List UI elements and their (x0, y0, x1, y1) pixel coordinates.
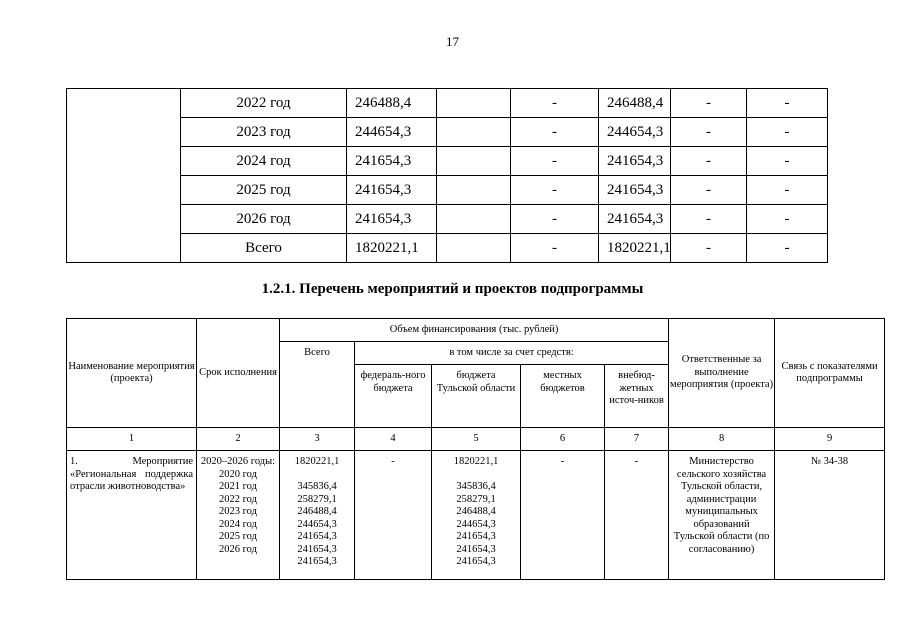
total-cell: 241654,3 (347, 176, 437, 205)
dash-cell: - (747, 89, 828, 118)
year-item: 2025 год (219, 531, 257, 542)
empty-cell (437, 205, 511, 234)
activity-name: 1. Мероприятие «Региональная поддержка отрасли животноводства» (67, 451, 197, 580)
header-federal: федераль-ного бюджета (355, 365, 432, 428)
dash-cell: - (511, 147, 599, 176)
activity-total (280, 451, 355, 580)
total-cell: 1820221,1 (347, 234, 437, 263)
total-cell: 246488,4 (347, 89, 437, 118)
empty-cell (437, 147, 511, 176)
regional-year-value: 345836,4 (456, 481, 496, 492)
total-year-value: 241654,3 (297, 543, 337, 555)
total-year-value: 241654,3 (297, 556, 337, 567)
dash-cell: - (747, 234, 828, 263)
header-regional: бюджета Тульской области (432, 365, 521, 428)
empty-cell (437, 234, 511, 263)
regional-year-value: 241654,3 (456, 543, 496, 555)
regional-cell: 241654,3 (599, 205, 671, 234)
dash-cell: - (511, 89, 599, 118)
column-number: 7 (605, 428, 669, 451)
year-cell: 2026 год (181, 205, 347, 234)
header-responsible: Ответственные за выполнение мероприятия (проекта) (669, 319, 775, 428)
column-number: 1 (67, 428, 197, 451)
total-year-value: 246488,4 (297, 506, 337, 517)
year-row (67, 234, 828, 263)
empty-cell (437, 89, 511, 118)
regional-sum: 1820221,1 (453, 456, 499, 467)
year-cell: 2024 год (181, 147, 347, 176)
section-heading: 1.2.1. Перечень мероприятий и проектов подпрограммы (261, 281, 644, 297)
year-row (67, 205, 828, 234)
header-link: Связь с показателями подпрограммы (775, 319, 885, 428)
dash-cell: - (671, 234, 747, 263)
year-cell: 2023 год (181, 118, 347, 147)
regional-year-value: 244654,3 (456, 518, 496, 530)
year-item: 2023 год (219, 506, 257, 517)
year-cell: 2022 год (181, 89, 347, 118)
year-cell: 2025 год (181, 176, 347, 205)
year-item: 2020 год (219, 468, 257, 480)
activity-term (197, 451, 280, 580)
dash-cell: - (511, 205, 599, 234)
column-number: 4 (355, 428, 432, 451)
header-extrabudget: внебюд-жетных источ-ников (605, 365, 669, 428)
total-year-value: 345836,4 (297, 481, 337, 492)
dash-cell: - (671, 147, 747, 176)
dash-cell: - (511, 118, 599, 147)
header-term: Срок исполнения (197, 319, 280, 428)
total-year-value: 244654,3 (297, 518, 337, 530)
total-sum: 1820221,1 (294, 456, 340, 467)
regional-cell: 246488,4 (599, 89, 671, 118)
dash-cell: - (671, 118, 747, 147)
total-year-value: 241654,3 (297, 531, 337, 542)
year-row (67, 147, 828, 176)
term-period: 2020–2026 годы: (200, 456, 276, 467)
dash-cell: - (511, 176, 599, 205)
column-number: 6 (521, 428, 605, 451)
dash-cell: - (671, 176, 747, 205)
total-year-value: 258279,1 (297, 493, 337, 505)
year-item: 2026 год (219, 543, 257, 555)
activity-federal: - (355, 451, 432, 580)
year-row (67, 176, 828, 205)
regional-year-value: 241654,3 (456, 531, 496, 542)
activity-extrabudget: - (605, 451, 669, 580)
regional-cell: 1820221,1 (599, 234, 671, 263)
regional-year-value: 241654,3 (456, 556, 496, 567)
activity-responsible: Министерство сельского хозяйства Тульской области, администрации муниципальных образований Тульской области (по согласованию) (669, 451, 775, 580)
page-number: 17 (446, 34, 459, 49)
empty-cell (437, 118, 511, 147)
regional-year-value: 246488,4 (456, 506, 496, 517)
header-funding-volume: Объем финансирования (тыс. рублей) (280, 319, 669, 342)
total-cell: 241654,3 (347, 205, 437, 234)
column-number: 8 (669, 428, 775, 451)
regional-cell: 241654,3 (599, 147, 671, 176)
activity-local: - (521, 451, 605, 580)
dash-cell: - (671, 205, 747, 234)
funding-by-year-table (66, 88, 828, 263)
header-total: Всего (280, 342, 355, 428)
year-item: 2021 год (219, 481, 257, 492)
dash-cell: - (747, 205, 828, 234)
regional-cell: 241654,3 (599, 176, 671, 205)
year-row (67, 118, 828, 147)
year-item: 2024 год (219, 518, 257, 530)
empty-cell (437, 176, 511, 205)
dash-cell: - (747, 147, 828, 176)
year-cell: Всего (181, 234, 347, 263)
header-local: местных бюджетов (521, 365, 605, 428)
activities-table (66, 318, 885, 580)
regional-year-value: 258279,1 (456, 493, 496, 505)
dash-cell: - (747, 118, 828, 147)
column-number: 2 (197, 428, 280, 451)
activity-regional (432, 451, 521, 580)
year-row (67, 89, 828, 118)
blank-cell (67, 89, 181, 263)
column-number: 9 (775, 428, 885, 451)
dash-cell: - (511, 234, 599, 263)
header-name: Наименование мероприятия (проекта) (67, 319, 197, 428)
header-including: в том числе за счет средств: (355, 342, 669, 365)
year-item: 2022 год (219, 493, 257, 505)
column-number: 5 (432, 428, 521, 451)
regional-cell: 244654,3 (599, 118, 671, 147)
activity-link: № 34-38 (775, 451, 885, 580)
column-number: 3 (280, 428, 355, 451)
total-cell: 241654,3 (347, 147, 437, 176)
dash-cell: - (747, 176, 828, 205)
dash-cell: - (671, 89, 747, 118)
total-cell: 244654,3 (347, 118, 437, 147)
